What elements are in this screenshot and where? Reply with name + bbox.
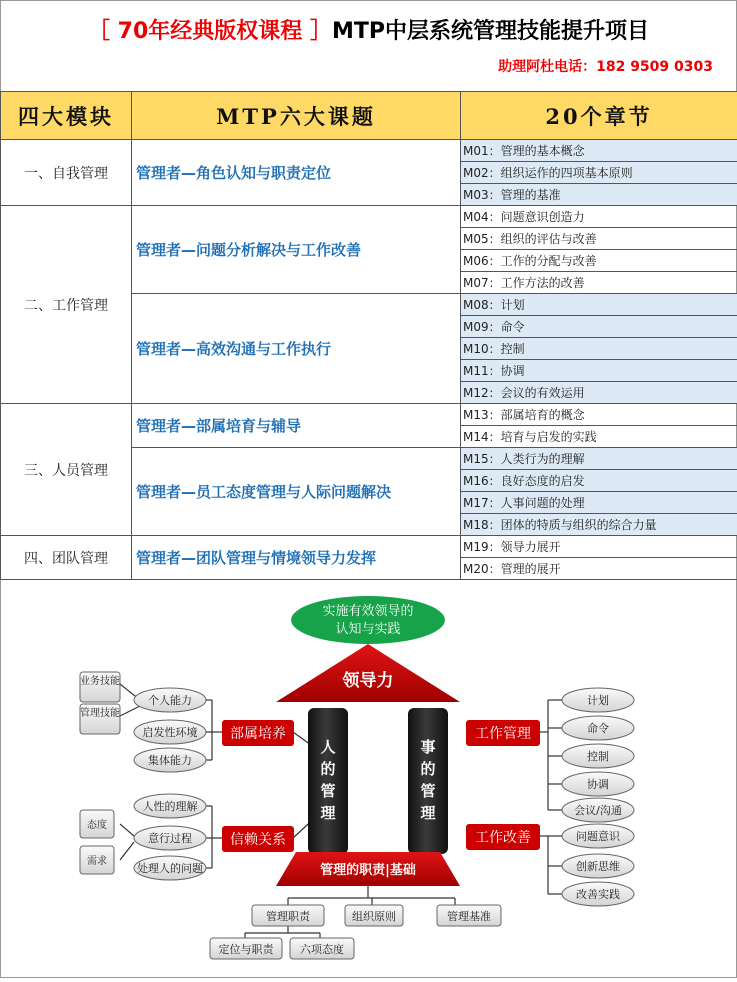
ability-text: 集体能力	[148, 753, 192, 767]
base-label: 管理的职责|基础	[320, 862, 416, 878]
improve-text: 改善实践	[576, 887, 620, 901]
pillar-right-char: 事	[420, 738, 435, 756]
foundation-box-text: 管理职责	[266, 909, 311, 923]
chapter-cell: M16：良好态度的启发	[461, 470, 737, 492]
skill-box-text: 管理技能	[80, 706, 120, 719]
chapter-cell: M18：团体的特质与组织的综合力量	[461, 514, 737, 536]
need-box-text: 需求	[87, 854, 107, 867]
header-modules: 四大模块	[1, 92, 132, 140]
chapter-cell: M17：人事问题的处理	[461, 492, 737, 514]
trust-text: 处理人的问题	[137, 861, 203, 875]
chapter-cell: M04：问题意识创造力	[461, 206, 737, 228]
assistant-phone: 助理阿杜电话：182 9509 0303	[498, 56, 713, 76]
people-pillar	[308, 708, 348, 854]
chapter-cell: M08：计划	[461, 294, 737, 316]
module-cell: 二、工作管理	[1, 206, 132, 404]
right-label: 工作改善	[475, 830, 531, 846]
chapter-cell: M19：领导力展开	[461, 536, 737, 558]
chapter-cell: M20：管理的展开	[461, 558, 737, 580]
title-main: MTP中层系统管理技能提升项目	[332, 19, 649, 44]
pillar-left-char: 人	[320, 738, 335, 756]
sub-box-text: 定位与职责	[219, 942, 275, 956]
attitude-box-text: 态度	[87, 818, 107, 831]
course-cell: 管理者—员工态度管理与人际问题解决	[132, 448, 461, 536]
sub-box-text: 六项态度	[300, 942, 344, 956]
pillar-left-char: 的	[320, 760, 335, 778]
chapter-cell: M02：组织运作的四项基本原则	[461, 162, 737, 184]
course-cell: 管理者—团队管理与情境领导力发挥	[132, 536, 461, 580]
left-label: 部属培养	[230, 726, 286, 742]
pillar-right-char: 理	[420, 804, 436, 822]
chapter-cell: M05：组织的评估与改善	[461, 228, 737, 250]
course-cell: 管理者—高效沟通与工作执行	[132, 294, 461, 404]
goal-line-1: 实施有效领导的	[322, 603, 413, 619]
course-table	[0, 91, 737, 580]
course-cell: 管理者—问题分析解决与工作改善	[132, 206, 461, 294]
goal-line-2: 认知与实践	[335, 621, 400, 637]
ability-text: 个人能力	[148, 693, 192, 707]
work-text: 协调	[587, 777, 609, 791]
chapter-cell: M06：工作的分配与改善	[461, 250, 737, 272]
module-cell: 三、人员管理	[1, 404, 132, 536]
roof-label: 领导力	[342, 670, 394, 691]
work-text: 计划	[587, 693, 609, 707]
chapter-cell: M09：命令	[461, 316, 737, 338]
title-bracket: ［ 70年经典版权课程 ］	[88, 19, 332, 44]
course-cell: 管理者—角色认知与职责定位	[132, 140, 461, 206]
trust-text: 人性的理解	[143, 799, 198, 813]
chapter-cell: M15：人类行为的理解	[461, 448, 737, 470]
module-cell: 一、自我管理	[1, 140, 132, 206]
pillar-right-char: 管	[420, 782, 435, 800]
right-label: 工作管理	[475, 726, 531, 742]
leadership-diagram	[0, 580, 737, 978]
diagram-svg	[0, 580, 737, 978]
chapter-cell: M03：管理的基准	[461, 184, 737, 206]
chapter-cell: M14：培育与启发的实践	[461, 426, 737, 448]
trust-text: 意行过程	[148, 831, 192, 845]
left-label: 信赖关系	[230, 831, 286, 848]
chapter-cell: M07：工作方法的改善	[461, 272, 737, 294]
module-cell: 四、团队管理	[1, 536, 132, 580]
pillar-right-char: 的	[420, 760, 435, 778]
page-title	[0, 14, 737, 45]
work-text: 会议/沟通	[574, 803, 622, 817]
chapter-cell: M10：控制	[461, 338, 737, 360]
course-cell: 管理者—部属培育与辅导	[132, 404, 461, 448]
foundation-box-text: 管理基准	[447, 909, 491, 923]
chapter-cell: M01：管理的基本概念	[461, 140, 737, 162]
chapter-cell: M13：部属培育的概念	[461, 404, 737, 426]
improve-text: 创新思维	[576, 859, 620, 873]
work-text: 命令	[587, 721, 609, 735]
chapter-cell: M12：会议的有效运用	[461, 382, 737, 404]
foundation-box-text: 组织原则	[352, 909, 396, 923]
ability-text: 启发性环境	[143, 725, 198, 739]
page-header	[0, 0, 737, 90]
task-pillar	[408, 708, 448, 854]
header-chapters: 20个章节	[461, 92, 737, 140]
chapter-cell: M11：协调	[461, 360, 737, 382]
skill-box-text: 业务技能	[80, 674, 120, 687]
pillar-left-char: 管	[320, 782, 335, 800]
work-text: 控制	[587, 749, 609, 763]
table-header-row	[1, 92, 737, 140]
improve-text: 问题意识	[576, 829, 621, 843]
header-topics: MTP六大课题	[132, 92, 461, 140]
pillar-left-char: 理	[320, 804, 336, 822]
